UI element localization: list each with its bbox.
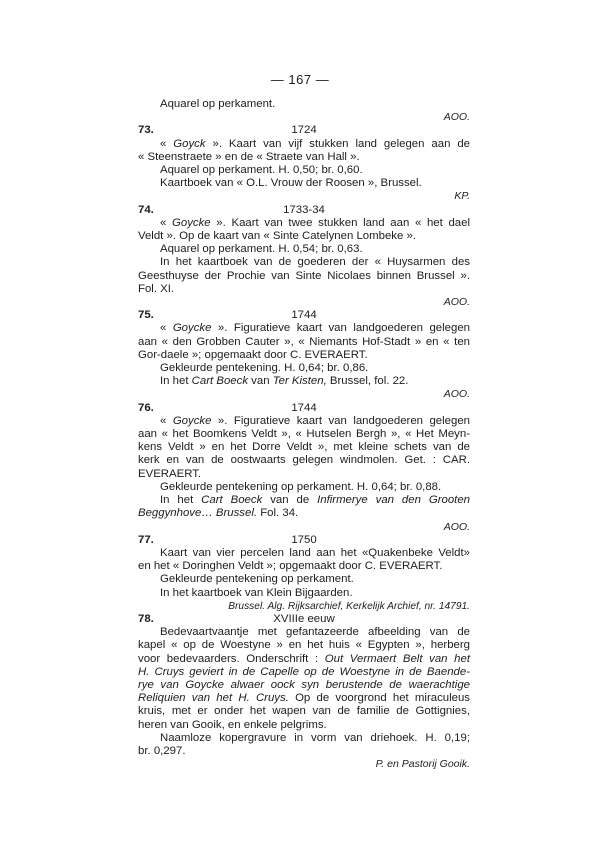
entry-text-line	[138, 692, 470, 705]
italic-text: Cart Boeck	[201, 494, 263, 507]
entry-text-line	[138, 230, 470, 243]
entry-text-line	[138, 454, 470, 467]
text-run: Naamloze kopergravure in vorm van driehoek. H. 0,19;	[160, 731, 470, 744]
entry-text-line	[138, 732, 470, 745]
entry-location: P. en Pastorij Gooik.	[375, 758, 470, 771]
entry-text-line	[138, 587, 470, 600]
entry-text-line	[138, 705, 470, 718]
text-run: br. 0,297.	[138, 744, 186, 757]
italic-text: rye van Goycke alwaer oock syn berustende de waerachtige	[138, 678, 470, 691]
italic-text: Ter Kisten,	[272, 375, 327, 388]
text-run: ». Figuratieve kaart van landgoederen gelegen	[211, 414, 470, 427]
text-run: kerk en van de oostwaarts gelegen windmolen. Get. : CAR.	[138, 454, 470, 467]
entry-text-line	[138, 745, 470, 758]
entry-text-line	[138, 362, 470, 375]
text-run: In het	[160, 375, 192, 388]
italic-text: H. Cruys geviert in de Capelle op de Woestyne in de Baende-	[138, 665, 470, 678]
entry-location: AOO.	[443, 388, 470, 401]
text-run: Kaartboek van « O.L. Vrouw der Roosen », Brussel.	[160, 177, 422, 190]
text-run: EVERAERT.	[138, 467, 202, 480]
entry-number: 73.	[138, 124, 154, 137]
text-run: «	[160, 137, 174, 150]
entry-text-line	[138, 349, 470, 362]
text-run: ». Kaart van twee stukken land aan « het dael	[210, 216, 470, 229]
entry-text-line	[138, 256, 470, 269]
entry-location: AOO.	[443, 296, 470, 309]
catalogue-entry	[138, 402, 470, 534]
entry-text-line	[138, 547, 470, 560]
entry-text-line	[138, 177, 470, 190]
entry-text-line	[138, 441, 470, 454]
entry-text-line	[138, 507, 470, 520]
entry-text-line	[138, 573, 470, 586]
text-run: aan « den Grobben Cauter », « Niemants Hof-Stadt » en « ten	[138, 335, 470, 348]
entry-text-line	[138, 560, 470, 573]
text-run: van	[248, 375, 273, 388]
text-run: Veldt ». Op de kaart van « Sinte Catelynen Lombeke ».	[138, 230, 416, 243]
entry-location: Brussel. Alg. Rijksarchief, Kerkelijk Archief, nr. 14791.	[228, 600, 470, 612]
entry-location: AOO.	[443, 520, 470, 533]
entry-text-line	[138, 322, 470, 335]
entry-date: 1744	[291, 401, 317, 414]
entry-number: 75.	[138, 309, 154, 322]
text-run: voor bedevaarders. Onderschrift :	[138, 652, 325, 665]
text-run: Gekleurde pentekening op perkament.	[160, 573, 354, 586]
lead-line: Aquarel op perkament.	[160, 98, 276, 110]
lead-location: AOO.	[443, 111, 470, 124]
text-run: kapel « op de Woestyne » en het huis « Egypten », herberg	[138, 639, 470, 652]
italic-text: Infirmerye van den Grooten	[317, 494, 470, 507]
catalogue-entry	[138, 309, 470, 401]
text-run: Fol. XI.	[138, 282, 175, 295]
entry-date: XVIIIe eeuw	[273, 612, 335, 625]
text-run: Op de voorgrond het miraculeus	[288, 692, 470, 705]
entry-text-line	[138, 164, 470, 177]
text-run: heren van Gooik, en enkele pelgrims.	[138, 718, 327, 731]
entry-text-line	[138, 468, 470, 481]
entry-text-line	[138, 151, 470, 164]
entry-text-line	[138, 375, 470, 388]
entry-heading	[138, 309, 470, 322]
entry-text-line	[138, 270, 470, 283]
entry-number: 77.	[138, 533, 154, 546]
text-run: kruis, met er onder het wapen van de familie de Gottignies,	[138, 705, 470, 718]
text-run: Aquarel op perkament. H. 0,50; br. 0,60.	[160, 164, 363, 177]
text-run: «	[160, 322, 173, 335]
entry-date: 1733-34	[283, 203, 325, 216]
entry-text-line	[138, 428, 470, 441]
entry-number: 76.	[138, 401, 154, 414]
entry-location: KP.	[454, 190, 470, 203]
text-run: Gekleurde pentekening op perkament. H. 0,64; br. 0,88.	[160, 480, 442, 493]
entry-heading	[138, 204, 470, 217]
entry-text-line	[138, 626, 470, 639]
text-run: Geesthuyse der Prochie van Sinte Nicolaes binnen Brussel ».	[138, 269, 470, 282]
italic-text: Goycke	[172, 216, 211, 229]
entry-text-line	[138, 653, 470, 666]
entry-date: 1750	[291, 533, 317, 546]
text-run: Kaart van vier percelen land aan het «Quakenbeke Veldt»	[160, 546, 470, 559]
text-run: Aquarel op perkament. H. 0,54; br. 0,63.	[160, 243, 363, 256]
entry-heading	[138, 534, 470, 547]
entry-text-line	[138, 481, 470, 494]
italic-text: Cart Boeck	[191, 375, 249, 388]
page-number: — 167 —	[270, 72, 330, 87]
text-run: In het kaartboek van de goederen der « Huysarmen des	[160, 256, 470, 269]
italic-text: Reliquien van het H. Cruys.	[138, 692, 289, 705]
entry-text-line	[138, 283, 470, 296]
entry-text-line	[138, 138, 470, 151]
entry-text-line	[138, 494, 470, 507]
text-run: Bedevaartvaantje met gefantazeerde afbeelding van de	[160, 626, 470, 639]
text-run: van de	[262, 494, 318, 507]
catalogue-entry	[138, 613, 470, 771]
text-run: ». Figuratieve kaart van landgoederen gelegen	[211, 322, 470, 335]
entry-heading	[138, 124, 470, 137]
text-run: In het	[160, 494, 202, 507]
entry-number: 74.	[138, 203, 154, 216]
italic-text: Goyck	[173, 137, 206, 150]
text-run: kens Veldt » en het Dorre Veldt », met kleine schets van de	[138, 441, 470, 454]
italic-text: Beggynhove… Brussel.	[138, 507, 258, 520]
entry-text-line	[138, 217, 470, 230]
entry-text-line	[138, 666, 470, 679]
italic-text: Goycke	[172, 322, 212, 335]
text-run: «	[160, 414, 173, 427]
entry-number: 78.	[138, 612, 154, 625]
text-run: aan « het Boomkens Veldt », « Hutselen Bergh », « Het Meyn-	[138, 428, 470, 441]
catalogue-entry	[138, 124, 470, 203]
entry-text-line	[138, 243, 470, 256]
page-content	[138, 98, 470, 771]
text-run: «	[160, 216, 173, 229]
catalogue-entry	[138, 534, 470, 613]
catalogue-entries	[138, 124, 470, 771]
entry-heading	[138, 402, 470, 415]
entry-text-line	[138, 719, 470, 732]
catalogue-entry	[138, 204, 470, 310]
text-run: ». Kaart van vijf stukken land gelegen aan de	[205, 137, 471, 150]
entry-date: 1724	[291, 124, 317, 137]
text-run: Brussel, fol. 22.	[326, 375, 409, 388]
entry-date: 1744	[291, 309, 317, 322]
italic-text: Goycke	[172, 414, 212, 427]
text-run: « Steenstraete » en de « Straete van Hall ».	[138, 150, 360, 163]
text-run: Gor-daele »; opgemaakt door C. EVERAERT.	[138, 348, 368, 361]
italic-text: Out Vermaert Belt van het	[324, 652, 471, 665]
entry-text-line	[138, 679, 470, 692]
entry-text-line	[138, 639, 470, 652]
text-run: Fol. 34.	[257, 507, 299, 520]
entry-text-line	[138, 415, 470, 428]
text-run: Gekleurde pentekening. H. 0,64; br. 0,86.	[160, 362, 369, 375]
text-run: In het kaartboek van Klein Bijgaarden.	[160, 586, 353, 599]
entry-heading	[138, 613, 470, 626]
text-run: en het « Doringhen Veldt »; opgemaakt door C. EVERAERT.	[138, 560, 443, 573]
entry-text-line	[138, 336, 470, 349]
